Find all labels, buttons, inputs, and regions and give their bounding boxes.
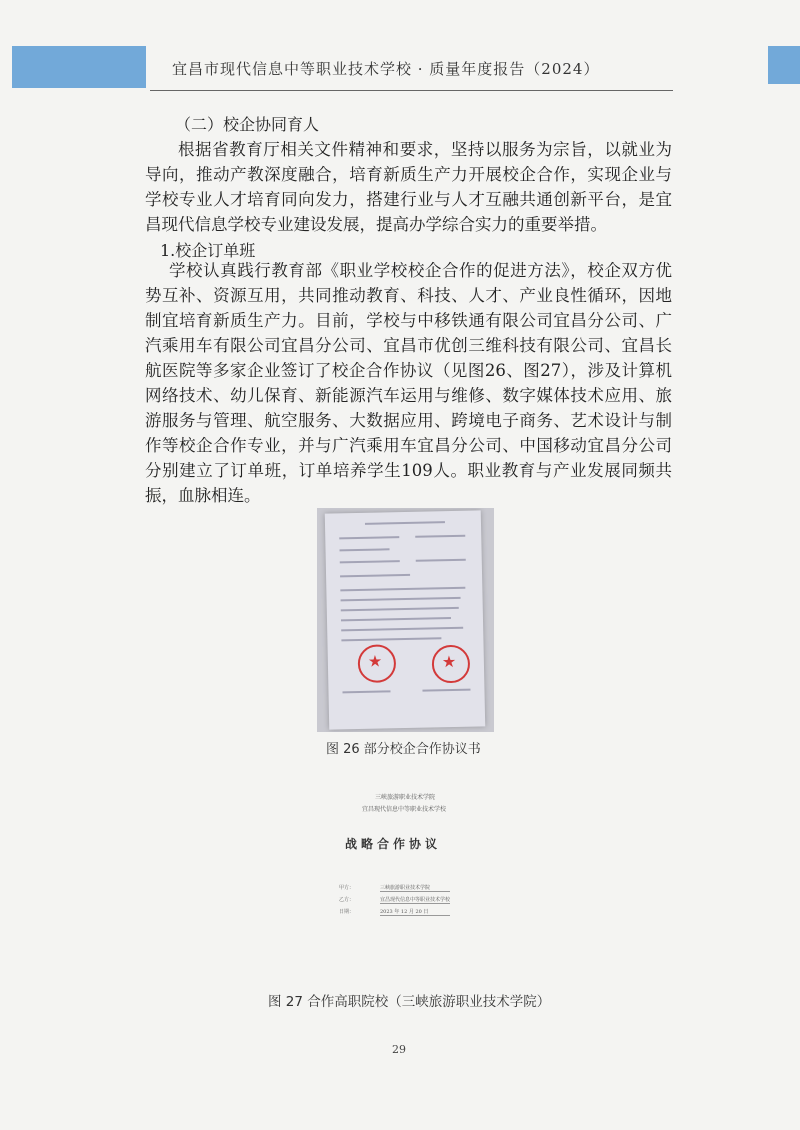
- red-seal-right: ★: [432, 645, 471, 684]
- agreement-photo: [317, 508, 494, 732]
- section-heading: （二）校企协同育人: [175, 115, 320, 134]
- cover-party-a: 三峡旅游职业技术学院: [375, 794, 436, 801]
- figure-26-caption: 图 26 部分校企合作协议书: [326, 742, 481, 757]
- header-accent-right: [768, 46, 800, 84]
- intro-paragraph: 根据省教育厅相关文件精神和要求，坚持以服务为宗旨，以就业为导向，推动产教深度融合，培育新质生产力开展校企合作，实现企业与学校专业人才培育同向发力，搭建行业与人才互融共通创新平台，是宜昌现代信息学校专业建设发展，提高办学综合实力的重要举措。: [145, 140, 672, 234]
- cover-row-value-1: 三峡旅游职业技术学院: [380, 884, 450, 892]
- cover-row-value-3: 2023 年 12 月 20 日: [380, 908, 450, 916]
- figure-27-caption: 图 27 合作高职院校（三峡旅游职业技术学院）: [268, 994, 551, 1010]
- running-header: 宜昌市现代信息中等职业技术学校 · 质量年度报告（2024）: [172, 60, 600, 78]
- header-divider: [150, 90, 673, 91]
- cover-party-b: 宜昌现代信息中等职业技术学校: [362, 806, 447, 813]
- body-paragraph: 学校认真践行教育部《职业学校校企合作的促进方法》，校企双方优势互补、资源互用，共同推动教育、科技、人才、产业良性循环，因地制宜培育新质生产力。目前，学校与中移铁通有限公司宜昌分公司、广汽乘用车有限公司宜昌分公司、宜昌市优创三维科技有限公司、宜昌长航医院等多家企业签订了校企合作协议（见图26、图27），涉及计算机网络技术、幼儿保育、新能源汽车运用与维修、数字媒体技术应用、旅游服务与管理、航空服务、大数据应用、跨境电子商务、艺术设计与制作等校企合作专业，并与广汽乘用车宜昌分公司、中国移动宜昌分公司分别建立了订单班，订单培养学生109人。职业教育与产业发展同频共振，血脉相连。: [145, 261, 672, 505]
- cover-title: 战略合作协议: [345, 837, 442, 851]
- cover-row-label-1: 甲方：: [339, 885, 355, 891]
- red-seal-left: ★: [358, 644, 397, 683]
- header-accent-left: [12, 46, 146, 88]
- agreement-document: [325, 510, 485, 729]
- strategic-agreement-cover: [325, 778, 525, 958]
- subsection-heading: 1.校企订单班: [160, 241, 256, 260]
- cover-row-value-2: 宜昌现代信息中等职业技术学校: [380, 897, 451, 903]
- cover-row-label-2: 乙方：: [339, 897, 355, 903]
- page-number: 29: [392, 1043, 406, 1056]
- cover-row-label-3: 日期：: [339, 909, 355, 915]
